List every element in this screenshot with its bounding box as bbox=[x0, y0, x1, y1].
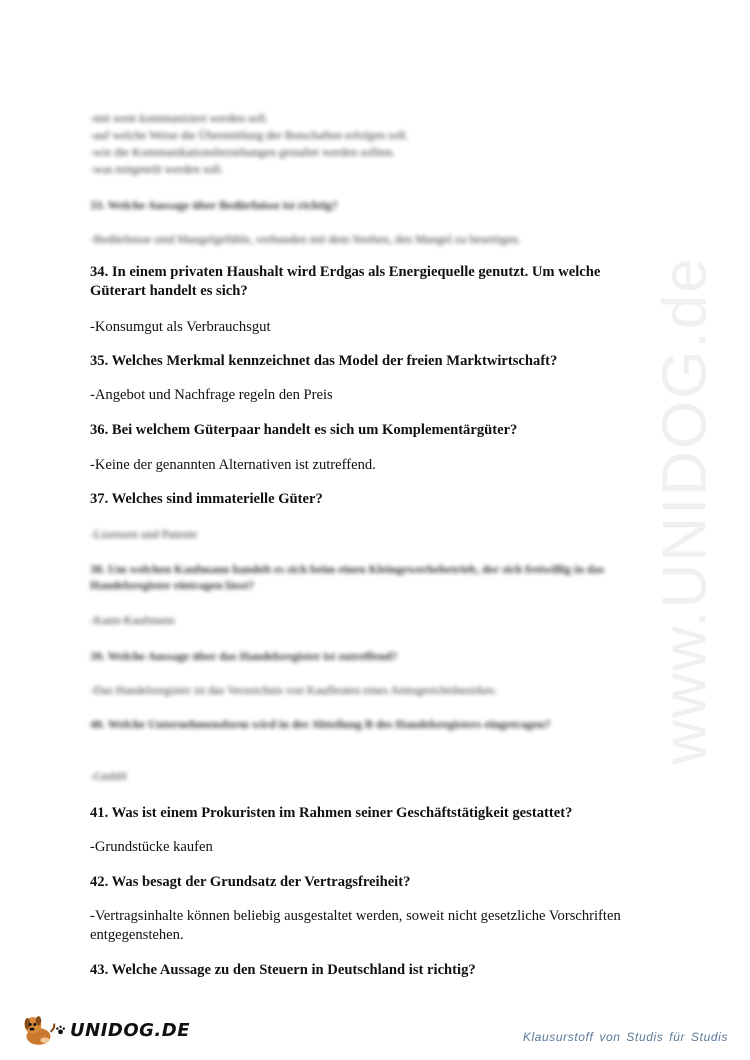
answer-34: -Konsumgut als Verbrauchsgut bbox=[90, 319, 271, 335]
footer-logo bbox=[20, 1010, 190, 1050]
blurred-line: -wie die Kommunikationsbeziehungen gestaltet werden sollten. bbox=[90, 145, 396, 159]
answer-35: -Angebot und Nachfrage regeln den Preis bbox=[90, 387, 333, 403]
answer-37: -Lizenzen und Patente bbox=[90, 527, 198, 541]
blurred-line: -was mitgeteilt werden soll. bbox=[90, 162, 224, 176]
answer-36: -Keine der genannten Alternativen ist zutreffend. bbox=[90, 457, 376, 473]
footer-tagline: Klausurstoff von Studis für Studis bbox=[522, 1030, 728, 1044]
dog-mascot-icon bbox=[20, 1010, 57, 1050]
question-40: 40. Welche Unternehmensform wird in der Abteilung B des Handelsregisters eingetragen? bbox=[90, 717, 551, 731]
question-42: 42. Was besagt der Grundsatz der Vertragsfreiheit? bbox=[90, 874, 411, 890]
watermark bbox=[640, 255, 730, 765]
question-39: 39. Welche Aussage über das Handelsregister ist zutreffend? bbox=[90, 649, 398, 663]
answer-38: -Kann-Kaufmann bbox=[90, 613, 175, 627]
question-41: 41. Was ist einem Prokuristen im Rahmen seiner Geschäftstätigkeit gestattet? bbox=[90, 805, 573, 821]
answer-33: -Bedürfnisse sind Mangelgefühle, verbunden mit dem Streben, den Mangel zu beseitigen. bbox=[90, 232, 521, 246]
paw-icon bbox=[55, 1024, 66, 1036]
footer-brand: UNIDOG.DE bbox=[70, 1019, 190, 1041]
watermark-text: www.UNIDOG.de bbox=[650, 255, 720, 765]
answer-39: -Das Handelsregister ist das Verzeichnis von Kaufleuten eines Amtsgerichtsbezirkes. bbox=[90, 683, 498, 697]
question-35: 35. Welches Merkmal kennzeichnet das Model der freien Marktwirtschaft? bbox=[90, 353, 558, 369]
question-33: 33. Welche Aussage über Bedürfnisse ist richtig? bbox=[90, 198, 338, 212]
question-34: 34. In einem privaten Haushalt wird Erdgas als Energiequelle genutzt. Um welche Güterart handelt es sich? bbox=[90, 264, 601, 299]
question-36: 36. Bei welchem Güterpaar handelt es sich um Komplementärgüter? bbox=[90, 422, 518, 438]
answer-42: -Vertragsinhalte können beliebig ausgestaltet werden, soweit nicht gesetzliche Vorschriften entgegenstehen. bbox=[90, 908, 621, 943]
question-37: 37. Welches sind immaterielle Güter? bbox=[90, 491, 323, 507]
blurred-line: -auf welche Weise die Übermittlung der Botschaften erfolgen soll. bbox=[90, 128, 409, 142]
blurred-line: -mit wem kommuniziert werden soll. bbox=[90, 111, 269, 125]
question-38: 38. Um welchen Kaufmann handelt es sich beim einen Kleingewerbebetrieb, der sich freiwillig in das Handelsregister eintragen lässt? bbox=[90, 562, 605, 592]
question-43: 43. Welche Aussage zu den Steuern in Deutschland ist richtig? bbox=[90, 962, 476, 978]
answer-41: -Grundstücke kaufen bbox=[90, 839, 213, 855]
answer-40: -GmbH bbox=[90, 769, 127, 783]
